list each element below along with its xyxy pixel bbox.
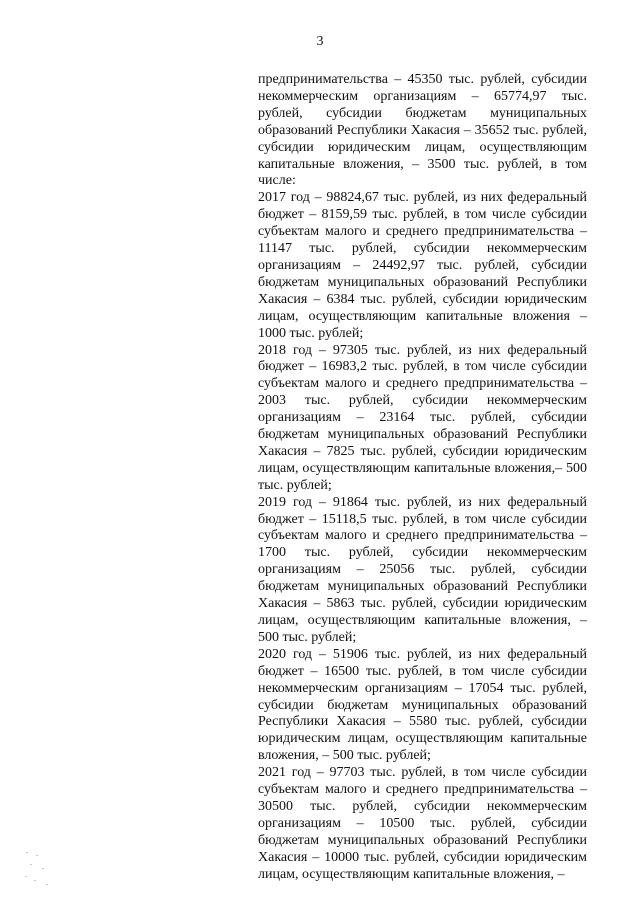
paragraph-year-2018: 2018 год – 97305 тыс. рублей, из них федеральный бюджет – 16983,2 тыс. рублей, в том числе субсидии субъектам малого и среднего предпринимательства – 2003 тыс. рублей, субсидии некоммерческим организациям – 23164 тыс. рублей, субсидии бюджетам муниципальных образований Республики Хакасия – 7825 тыс. рублей, субсидии юридическим лицам, осуществляющим капитальные вложения,– 500 тыс. рублей; [258,342,587,493]
paragraph-year-2021: 2021 год – 97703 тыс. рублей, в том числе субсидии субъектам малого и среднего предпринимательства – 30500 тыс. рублей, субсидии некоммерческим организациям – 10500 тыс. рублей, субсидии бюджетам муниципальных образований Республики Хакасия – 10000 тыс. рублей, субсидии юридическим лицам, осуществляющим капитальные вложения, – [258,765,587,882]
paragraph-year-2017: 2017 год – 98824,67 тыс. рублей, из них федеральный бюджет – 8159,59 тыс. рублей, в том числе субсидии субъектам малого и среднего предпринимательства – 11147 тыс. рублей, субсидии некоммерческим организациям – 24492,97 тыс. рублей, субсидии бюджетам муниципальных образований Республики Хакасия – 6384 тыс. рублей, субсидии юридическим лицам, осуществляющим капитальные вложения – 1000 тыс. рублей; [258,190,587,341]
scan-artifact [22,846,52,890]
paragraph-funding-summary: предпринимательства – 45350 тыс. рублей, субсидии некоммерческим организациям – 65774,97 тыс. рублей, субсидии бюджетам муниципальных образований Республики Хакасия – 35652 тыс. рублей, субсидии юридическим лицам, осуществляющим капитальные вложения, – 3500 тыс. рублей, в том числе: [258,72,587,189]
paragraph-year-2019: 2019 год – 91864 тыс. рублей, из них федеральный бюджет – 15118,5 тыс. рублей, в том числе субсидии субъектам малого и среднего предпринимательства – 1700 тыс. рублей, субсидии некоммерческим организациям – 25056 тыс. рублей, субсидии бюджетам муниципальных образований Республики Хакасия – 5863 тыс. рублей, субсидии юридическим лицам, осуществляющим капитальные вложения, – 500 тыс. рублей; [258,494,587,645]
paragraph-year-2020: 2020 год – 51906 тыс. рублей, из них федеральный бюджет – 16500 тыс. рублей, в том числе субсидии некоммерческим организациям – 17054 тыс. рублей, субсидии бюджетам муниципальных образований Республики Хакасия – 5580 тыс. рублей, субсидии юридическим лицам, осуществляющим капитальные вложения, – 500 тыс. рублей; [258,646,587,764]
page-number: 3 [316,34,324,49]
body-text [258,72,587,884]
